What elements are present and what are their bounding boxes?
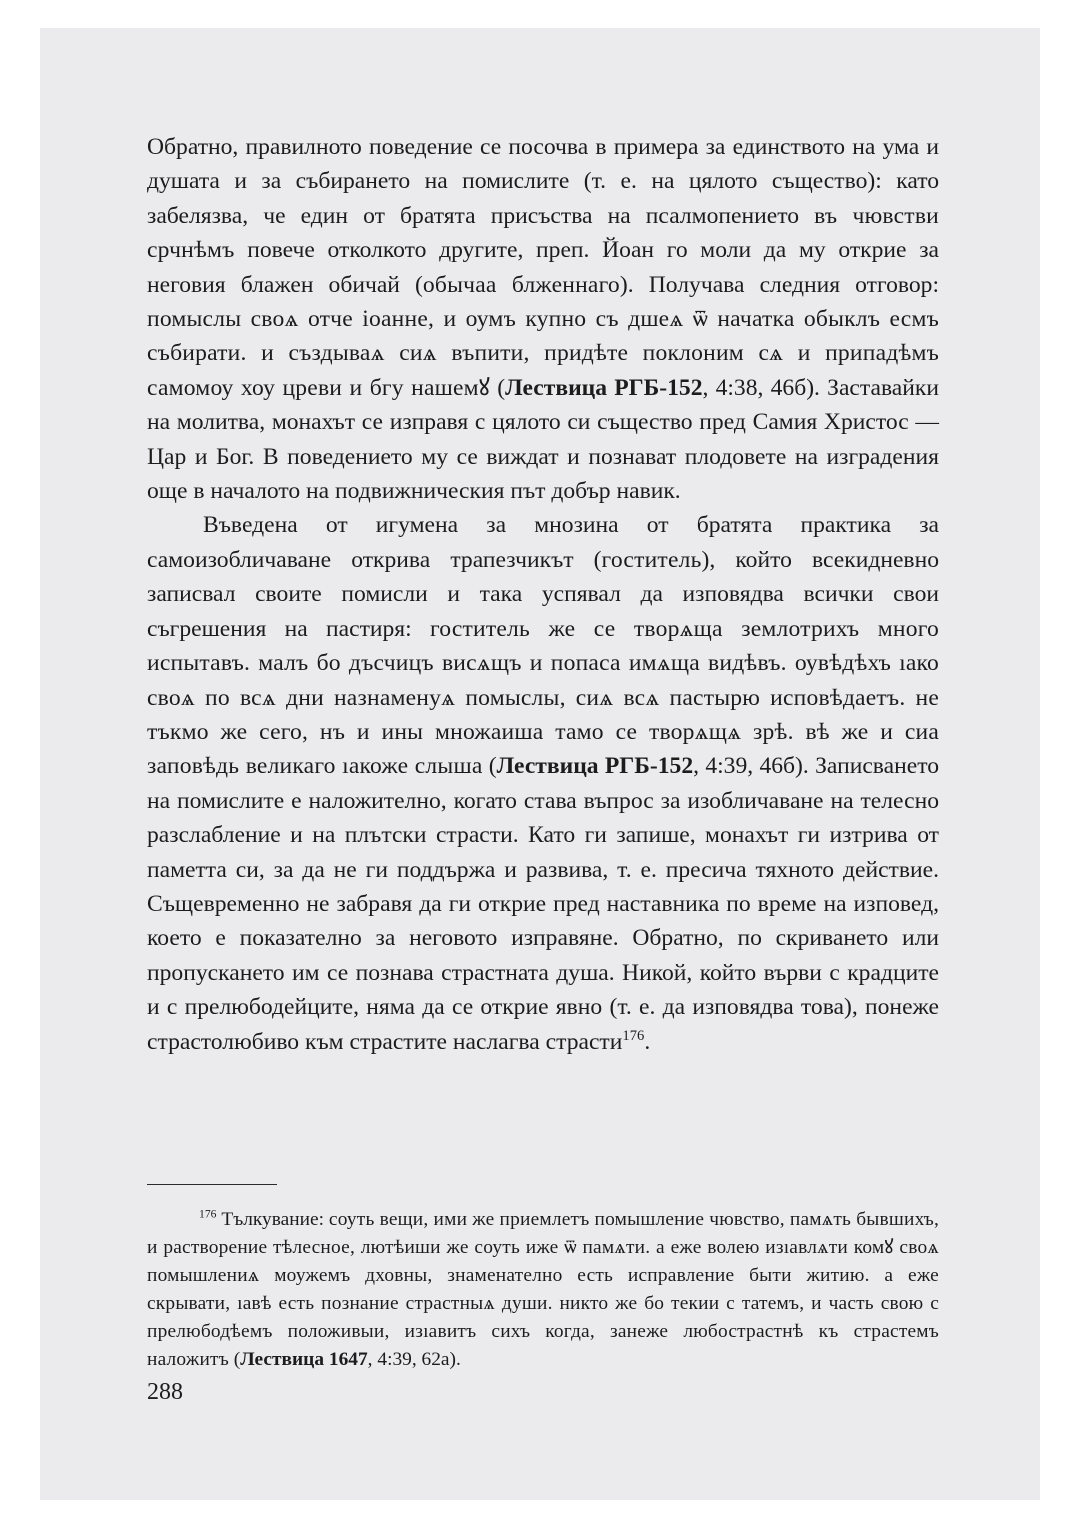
footnote-reference[interactable]: 176 <box>622 1027 645 1044</box>
source-citation: Лествица РГБ-152 <box>505 374 703 401</box>
church-slavonic-quote: помыслы своѧ отче iоанне, и оумъ купно съ дшеѧ ѿ начатка обыклъ есмъ събирати. и създываѧ сиѧ въпити, придѣте поклоним сѧ и припадѣмъ самомоу хоу цреви и бгу нашемꙋ <box>147 306 939 401</box>
page-number: 288 <box>147 1379 183 1405</box>
paragraph-2: Въведена от игумена за мнозина от братята практика за самоизобличаване открива трапезчикът (гоститель), който всекидневно записвал своите помисли и така успявал да изповядва всички свои съгрешения на пастиря: гоститель же се творѧща землотрихъ много испытавъ. малъ бо дъсчицъ висѧщъ и попаса имѧща видѣвъ. оувѣдѣхъ ıако своѧ по всѧ дни назнаменуѧ помыслы, сиѧ всѧ пастырю исповѣдаетъ. не тъкмо же сего, нъ и ины множаиша тамо се творѧщѧ зрѣ. вѣ же и сиа заповѣдь великаго ıакоже слыша (Лествица РГБ-152, 4:39, 46б). Записването на помислите е наложително, когато става въпрос за изобличаване на телесно разслабление и на плътски страсти. Като ги запише, монахът ги изтрива от паметта си, за да не ги поддържа и развива, т. е. пресича тяхното действие. Същевременно не забравя да ги открие пред наставника по време на изповед, което е показателно за неговото изправяне. Обратно, по скриването или пропускането им се познава страстната душа. Никой, който върви с крадците и с прелюбодейците, няма да се открие явно (т. е. да изповядва това), понеже страстолюбиво към страстите наслагва страсти$^{176}$. <box>147 512 939 1055</box>
church-slavonic-quote: гоститель же се творѧща землотрихъ много испытавъ. малъ бо дъсчицъ висѧщъ и попаса имѧща видѣвъ. оувѣдѣхъ ıако своѧ по всѧ дни назнаменуѧ помыслы, сиѧ всѧ пастырю исповѣдаетъ. не тъкмо же сего, нъ и ины множаиша тамо се творѧщѧ зрѣ. вѣ же и сиа заповѣдь великаго ıакоже слыша <box>147 615 939 780</box>
source-citation: Лествица РГБ-152 <box>496 753 694 780</box>
footnote-176: $^{176}$ Тълкувание: соуть вещи, ими же приемлетъ помышление чювство, памѧть бывшихъ, и растворение тѣлесное, лютѣиши же соуть иже ѿ памѧти. а еже волею изıавлѧти комꙋ своѧ помышлениѧ моужемъ дховны, знаменателно есть исправление быти житию. а еже скрывати, ıавѣ есть познание страстныѧ души. никто же бо текии с татемъ, и часть свою с прелюбодѣемъ положивыи, изıавитъ сихъ когда, занеже любострастнѣ къ страстемъ наложитъ (Лествица 1647, 4:39, 62а). <box>147 1207 940 1370</box>
main-text <box>147 130 939 1059</box>
church-slavonic-quote: обычаа блженнаго <box>422 271 620 298</box>
footnote-number: 176 <box>199 1207 217 1221</box>
church-slavonic-quote: въ чювстви срчнѣмъ <box>147 202 939 264</box>
book-page <box>40 28 1040 1500</box>
church-slavonic-quote: соуть вещи, ими же приемлетъ помышление чювство, памѧть бывшихъ, и растворение тѣлесное, лютѣиши же соуть иже ѿ памѧти. а еже волею изıавлѧти комꙋ своѧ помышлениѧ моужемъ дховны, знаменателно есть исправление быти житию. а еже скрывати, ıавѣ есть познание страстныѧ души. никто же бо текии с татемъ, и часть свою с прелюбодѣемъ положивыи, изıавитъ сихъ когда, занеже любострастнѣ къ страстемъ наложитъ <box>147 1209 940 1370</box>
paragraph-1: Обратно, правилното поведение се посочва в примера за единството на ума и душата и за събирането на помислите (т. е. на цялото същество): като забелязва, че един от братята присъства на псалмопението въ чювстви срчнѣмъ повече отколкото другите, преп. Йоан го моли да му открие за неговия блажен обичай (обычаа блженнаго). Получава следния отговор: помыслы своѧ отче iоанне, и оумъ купно съ дшеѧ ѿ начатка обыклъ есмъ събирати. и създываѧ сиѧ въпити, придѣте поклоним сѧ и припадѣмъ самомоу хоу цреви и бгу нашемꙋ (Лествица РГБ-152, 4:38, 46б). Заставайки на молитва, монахът се изправя с цялото си същество пред Самия Христос — Цар и Бог. В поведението му се виждат и познават плодовете на изградения още в началото на подвижническия път добър навик. <box>147 134 939 505</box>
source-citation: Лествица 1647 <box>240 1349 368 1370</box>
footnote-separator <box>147 1184 277 1185</box>
church-slavonic-quote: гоститель <box>601 546 702 573</box>
